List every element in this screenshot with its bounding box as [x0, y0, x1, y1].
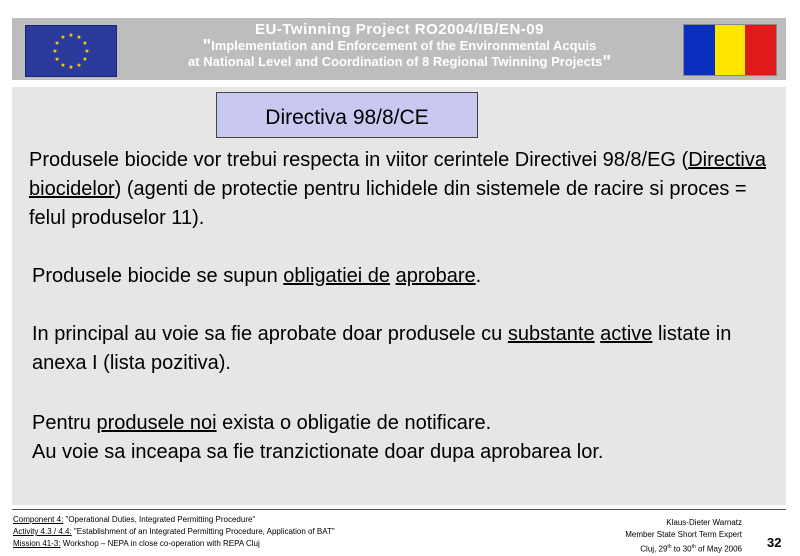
eu-star-icon: ★ [52, 49, 58, 55]
header-banner [12, 18, 786, 80]
footer-activity: Activity 4.3 / 4.4: "Establishment of an Integrated Permitting Procedure, Application of BAT" [13, 527, 335, 536]
paragraph-active-substances: In principal au voie sa fie aprobate doar produsele cu substante active listate in anexa I (lista pozitiva). [32, 323, 732, 374]
eu-star-icon: ★ [54, 57, 60, 63]
eu-star-icon: ★ [60, 35, 66, 42]
eu-star-icon: ★ [82, 57, 88, 63]
project-subtitle-line1: "Implementation and Enforcement of the Environmental Acquis [202, 36, 597, 56]
footer-mission: Mission 41-3: Workshop – NEPA in close co-operation with REPA Cluj [13, 539, 260, 548]
page-number: 32 [767, 535, 782, 550]
footer-role: Member State Short Term Expert [625, 530, 742, 539]
project-title: EU-Twinning Project RO2004/IB/EN-09 [255, 21, 544, 38]
eu-star-icon: ★ [76, 35, 82, 42]
footer-divider [12, 509, 786, 510]
directive-biocide-link[interactable]: Directiva biocidelor [29, 149, 766, 200]
romania-flag-icon [683, 24, 777, 76]
paragraph-biocide-requirements: Produsele biocide vor trebui respecta in viitor cerintele Directivei 98/8/EG (Directiva biocidelor) (agenti de protectie pentru lichidele din sistemele de racire si proces = felul produselor 11). [29, 149, 766, 229]
footer-component: Component 4: "Operational Duties, Integrated Permitting Procedure" [13, 515, 256, 524]
paragraph-trading-after-approval: Au voie sa inceapa sa fie tranzictionate doar dupa aprobarea lor. [32, 441, 604, 463]
eu-star-icon: ★ [82, 41, 88, 47]
footer-project-info [13, 514, 335, 550]
eu-flag-icon [25, 25, 117, 77]
eu-star-icon: ★ [76, 62, 82, 69]
slide-content [12, 87, 786, 505]
eu-star-icon: ★ [68, 33, 74, 39]
footer-author-info [625, 517, 742, 556]
eu-star-icon: ★ [54, 41, 60, 47]
footer-date: Cluj, 29th to 30th of May 2006 [640, 544, 742, 554]
paragraph-new-products: Pentru produsele noi exista o obligatie de notificare. [32, 412, 492, 434]
eu-star-icon: ★ [68, 65, 74, 71]
paragraph-approval-obligation: Produsele biocide se supun obligatiei de aprobare. [32, 265, 482, 287]
project-subtitle-line2: at National Level and Coordination of 8 Regional Twinning Projects" [188, 52, 611, 72]
eu-star-icon: ★ [60, 62, 66, 69]
footer-author: Klaus-Dieter Warnatz [666, 518, 742, 527]
eu-star-icon: ★ [84, 49, 90, 55]
directive-title: Directiva 98/8/CE [216, 92, 478, 138]
header-title-block [122, 22, 677, 70]
